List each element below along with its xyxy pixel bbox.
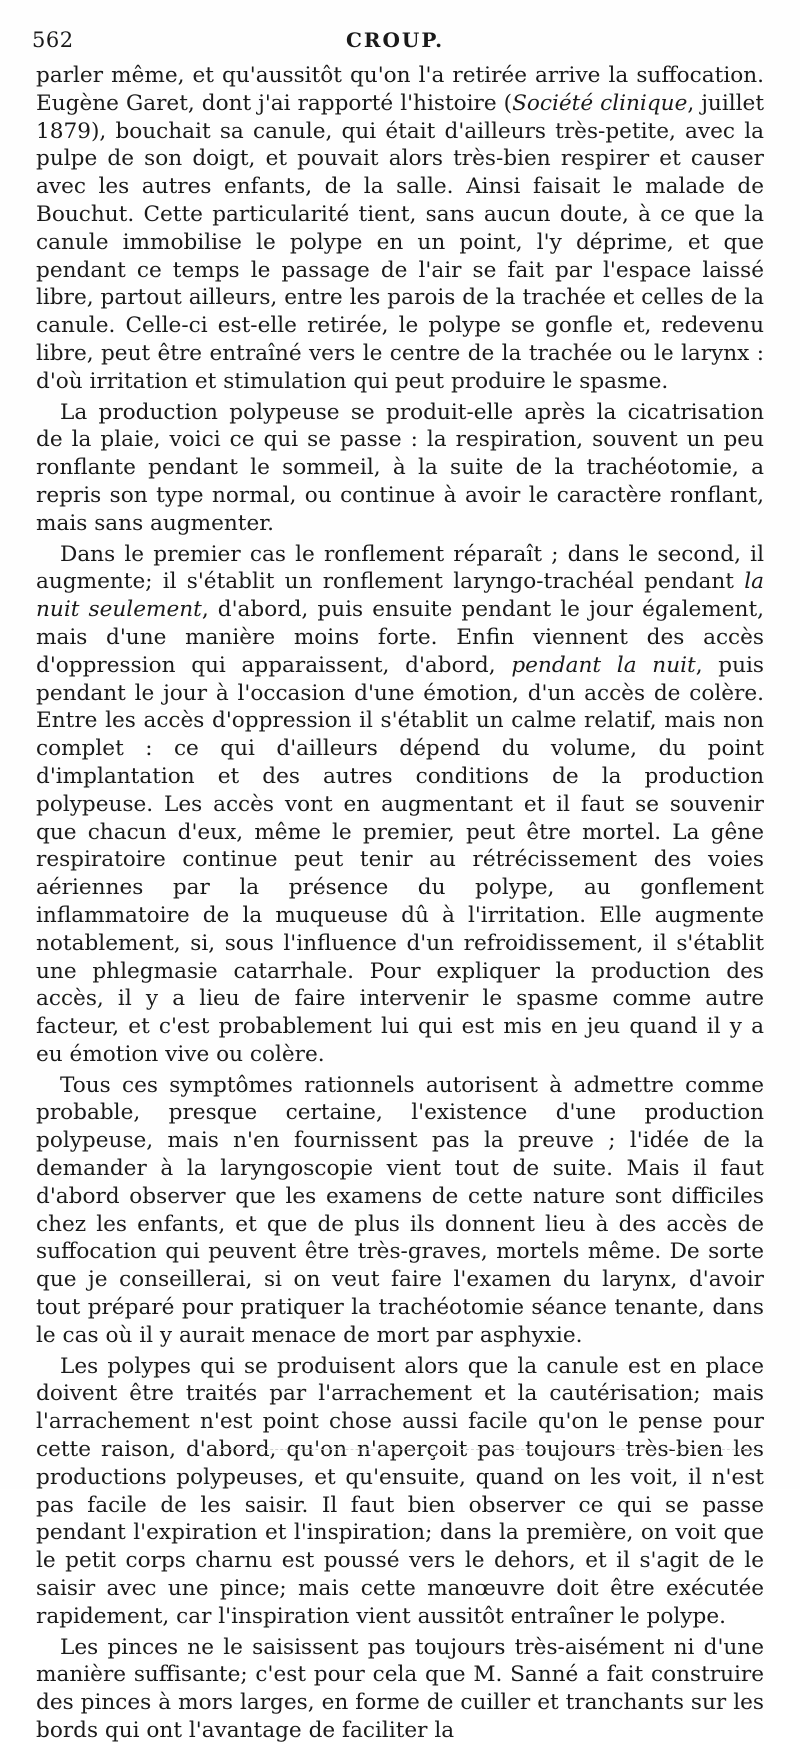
paragraph <box>36 62 764 396</box>
text-run: La production polypeuse se produit-elle après la cicatrisation de la plaie, voici ce qui se passe : la respiration, souvent un peu ronflante pendant le sommeil, à la suite de la trachéotomie, a repris son type normal, ou continue à avoir le caractère ronflant, mais sans augmenter. <box>36 399 764 536</box>
paragraph <box>36 1072 764 1350</box>
paragraph <box>36 399 764 538</box>
text-run: Tous ces symptômes rationnels autorisent à admettre comme probable, presque certaine, l'existence d'une production polypeuse, mais n'en fournissent pas la preuve ; l'idée de la demander à la laryngoscopie vient tout de suite. Mais il faut d'abord observer que les examens de cette nature sont difficiles chez les enfants, et que de plus ils donnent lieu à des accès de suffocation qui peuvent être très-graves, mortels même. De sorte que je conseillerai, si on veut faire l'examen du larynx, d'avoir tout préparé pour pratiquer la trachéotomie séance tenante, dans le cas où il y aurait menace de mort par asphyxie. <box>36 1072 764 1348</box>
text-run: Les pinces ne le saisissent pas toujours très-aisément ni d'une manière suffisante; c'est pour cela que M. Sanné a fait construire des pinces à mors larges, en forme de cuiller et tranchants sur les bords qui ont l'avantage de faciliter la <box>36 1634 764 1744</box>
page-number: 562 <box>32 28 74 52</box>
running-title: CROUP. <box>345 28 445 52</box>
text-run: Les polypes qui se produisent alors que la canule est en place doivent être traités par l'arrachement et la cautérisation; mais l'arrachement n'est point chose aussi facile qu'on le pense pour cette raison, d'abord, qu'on n'aperçoit pas toujours très-bien les productions polypeuses, et qu'ensuite, quand on les voit, il n'est pas facile de les saisir. Il faut bien observer ce qui se passe pendant l'expiration et l'inspiration; dans la première, on voit que le petit corps charnu est poussé vers le dehors, et il s'agit de le saisir avec une pince; mais cette manœuvre doit être exécutée rapidement, car l'inspiration vient aussitôt entraîner le polype. <box>36 1353 764 1629</box>
body-text <box>36 62 764 1748</box>
footer-rule <box>220 1449 760 1450</box>
page-header <box>32 28 758 62</box>
text-run: , juillet 1879), bouchait sa canule, qui était d'ailleurs très-petite, avec la pulpe de son doigt, et pouvait alors très-bien respirer et causer avec les autres enfants, de la salle. Ainsi faisait le malade de Bouchut. Cette particularité tient, sans aucun doute, à ce que la canule immobilise le polype en un point, l'y déprime, et que pendant ce temps le passage de l'air se fait par l'espace laissé libre, partout ailleurs, entre les parois de la trachée et celles de la canule. Celle-ci est-elle retirée, le polype se gonfle et, redevenu libre, peut être entraîné vers le centre de la trachée ou le larynx : d'où irritation et stimulation qui peut produire le spasme. <box>36 90 765 394</box>
text-run: , d'abord, puis ensuite pendant le jour également, mais d'une manière moins forte. Enfin viennent des accès d'oppression qui apparaissent, d'abord, <box>36 597 764 678</box>
italic-text: pendant la nuit <box>511 652 696 678</box>
italic-text: la nuit seulement <box>36 569 764 623</box>
text-run: , puis pendant le jour à l'occasion d'une émotion, d'un accès de colère. Entre les accès d'oppression il s'établit un calme relatif, mais non complet : ce qui d'ailleurs dépend du volume, du point d'implantation et des autres conditions de la production polypeuse. Les accès vont en augmentant et il faut se souvenir que chacun d'eux, même le premier, peut être mortel. La gêne respiratoire continue peut tenir au rétrécissement des voies aériennes par la présence du polype, au gonflement inflammatoire de la muqueuse dû à l'irritation. Elle augmente notablement, si, sous l'influence d'un refroidissement, il s'établit une phlegmasie catarrhale. Pour expliquer la production des accès, il y a lieu de faire intervenir le spasme comme autre facteur, et c'est probablement lui qui est mis en jeu quand il y a eu émotion vive ou colère. <box>36 652 764 1067</box>
text-run: parler même, et qu'aussitôt qu'on l'a retirée arrive la suffocation. Eugène Garet, dont j'ai rapporté l'histoire ( <box>36 63 764 116</box>
text-run: Dans le premier cas le ronflement réparaît ; dans le second, il augmente; il s'établit un ronflement laryngo-trachéal pendant <box>36 541 764 595</box>
paragraph <box>36 1634 764 1745</box>
italic-text: Société clinique <box>512 90 688 116</box>
paragraph <box>36 1353 764 1631</box>
paragraph <box>36 541 764 1069</box>
